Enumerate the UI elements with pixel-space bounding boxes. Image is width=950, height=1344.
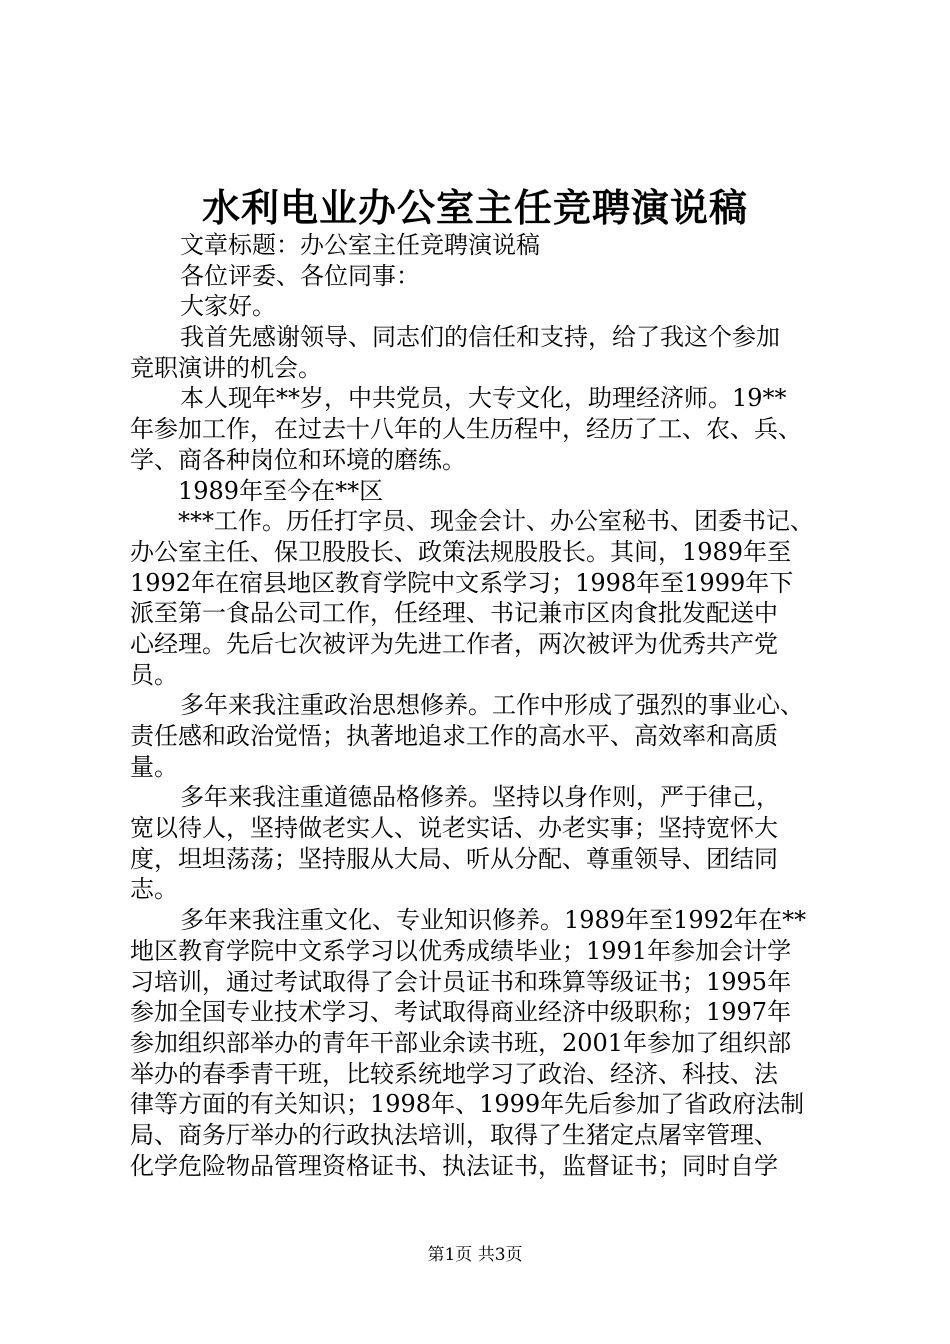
text-line: 责任感和政治觉悟；执著地追求工作的高水平、高效率和高质 xyxy=(130,722,778,750)
text-line: 律等方面的有关知识；1998年、1999年先后参加了省政府法制 xyxy=(130,1090,805,1119)
text-line: 本人现年**岁，中共党员，大专文化，助理经济师。19** xyxy=(180,384,787,413)
document-body xyxy=(130,230,830,1181)
document-title: 水利电业办公室主任竞聘演说稿 xyxy=(201,185,748,230)
text-line: 多年来我注重道德品格修养。坚持以身作则，严于律己， xyxy=(180,783,780,812)
text-line: 习培训，通过考试取得了会计员证书和珠算等级证书；1995年 xyxy=(130,967,792,996)
text-line: 文章标题：办公室主任竞聘演说稿 xyxy=(180,231,540,259)
page-footer: 第1页 共3页 xyxy=(427,1245,523,1265)
text-line: 派至第一食品公司工作，任经理、书记兼市区肉食批发配送中 xyxy=(130,599,778,628)
text-line: 多年来我注重政治思想修养。工作中形成了强烈的事业心、 xyxy=(180,691,804,720)
text-line: 地区教育学院中文系学习以优秀成绩毕业；1991年参加会计学 xyxy=(130,936,792,965)
text-line: 局、商务厅举办的行政执法培训，取得了生猪定点屠宰管理、 xyxy=(130,1120,778,1149)
text-line: 员。 xyxy=(130,660,178,689)
text-line: 化学危险物品管理资格证书、执法证书，监督证书；同时自学 xyxy=(130,1151,778,1180)
text-line: 举办的春季青干班，比较系统地学习了政治、经济、科技、法 xyxy=(130,1059,778,1088)
text-line: 多年来我注重文化、专业知识修养。1989年至1992年在** xyxy=(180,906,807,935)
text-line: 宽以待人，坚持做老实人、说老实话、办老实事；坚持宽怀大 xyxy=(130,814,778,843)
text-line: 竞职演讲的机会。 xyxy=(130,353,322,382)
text-line: 心经理。先后七次被评为先进工作者，两次被评为优秀共产党 xyxy=(130,629,778,658)
text-line: 量。 xyxy=(130,752,178,781)
text-line: 1992年在宿县地区教育学院中文系学习；1998年至1999年下 xyxy=(130,568,794,597)
text-line: 大家好。 xyxy=(180,292,276,321)
text-line: 志。 xyxy=(130,875,178,904)
text-line: 办公室主任、保卫股股长、政策法规股股长。其间，1989年至 xyxy=(130,537,792,566)
text-line: 年参加工作，在过去十八年的人生历程中，经历了工、农、兵、 xyxy=(130,415,802,444)
text-line: 参加组织部举办的青年干部业余读书班，2001年参加了组织部 xyxy=(130,1028,792,1057)
text-line: 学、商各种岗位和环境的磨练。 xyxy=(130,445,466,474)
text-line: 1989年至今在**区 xyxy=(178,476,384,505)
text-line: 我首先感谢领导、同志们的信任和支持，给了我这个参加 xyxy=(180,323,780,352)
text-line: ***工作。历任打字员、现金会计、办公室秘书、团委书记、 xyxy=(178,507,814,536)
text-line: 参加全国专业技术学习、考试取得商业经济中级职称；1997年 xyxy=(130,998,792,1027)
text-line: 度，坦坦荡荡；坚持服从大局、听从分配、尊重领导、团结同 xyxy=(130,844,778,873)
text-line: 各位评委、各位同事： xyxy=(180,261,420,290)
